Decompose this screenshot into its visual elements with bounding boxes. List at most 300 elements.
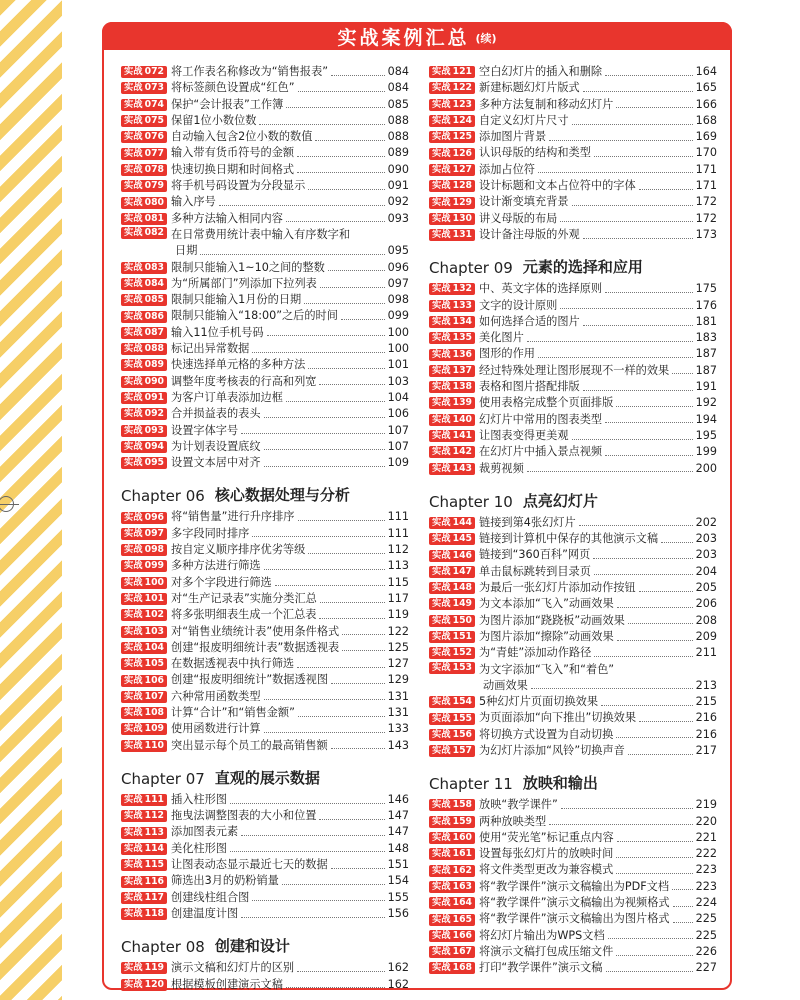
- case-number: 150: [452, 614, 473, 626]
- entry-title: 认识母版的结构和类型: [479, 146, 591, 160]
- toc-entry[interactable]: [429, 531, 717, 547]
- case-badge: [121, 392, 167, 404]
- toc-entry[interactable]: [121, 423, 409, 439]
- case-badge: [429, 598, 475, 610]
- case-badge: [121, 227, 167, 239]
- case-badge-prefix: 实战: [432, 799, 451, 811]
- toc-entry[interactable]: [429, 879, 717, 895]
- page-number: 187: [695, 363, 717, 377]
- page-number: 225: [695, 912, 717, 926]
- case-number: 102: [144, 609, 165, 621]
- toc-entry[interactable]: [429, 596, 717, 612]
- leader-dots: [538, 357, 693, 358]
- case-badge-prefix: 实战: [432, 864, 451, 876]
- toc-entry[interactable]: [429, 547, 717, 563]
- leader-dots: [230, 851, 385, 852]
- toc-entry[interactable]: [121, 656, 409, 672]
- toc-entry[interactable]: [429, 211, 717, 227]
- toc-entry[interactable]: [429, 145, 717, 161]
- case-badge-prefix: 实战: [124, 875, 143, 887]
- toc-entry[interactable]: [121, 591, 409, 607]
- case-number: 164: [452, 897, 473, 909]
- leader-dots: [639, 721, 693, 722]
- toc-entry[interactable]: [429, 694, 717, 710]
- toc-entry[interactable]: [429, 194, 717, 210]
- toc-entry[interactable]: [429, 629, 717, 645]
- toc-entry[interactable]: [429, 461, 717, 477]
- case-badge: [429, 631, 475, 643]
- leader-dots: [264, 569, 385, 570]
- entry-title: 将“教学课件”演示文稿输出为视频格式: [479, 896, 670, 910]
- case-badge: [429, 930, 475, 942]
- leader-dots: [259, 124, 384, 125]
- toc-entry[interactable]: [121, 178, 409, 194]
- case-badge: [121, 723, 167, 735]
- entry-title: 为图片添加“跷跷板”动画效果: [479, 613, 625, 627]
- leader-dots: [572, 205, 693, 206]
- leader-dots: [628, 623, 693, 624]
- toc-entry[interactable]: [121, 227, 409, 260]
- case-badge-prefix: 实战: [432, 962, 451, 974]
- toc-entry[interactable]: [429, 395, 717, 411]
- toc-entry[interactable]: [429, 911, 717, 927]
- case-badge-prefix: 实战: [432, 115, 451, 127]
- case-number: 115: [144, 859, 165, 871]
- toc-entry[interactable]: [429, 113, 717, 129]
- case-badge: [121, 658, 167, 670]
- case-badge: [121, 343, 167, 355]
- toc-entry[interactable]: [429, 428, 717, 444]
- toc-entry[interactable]: [121, 705, 409, 721]
- page-number: 183: [695, 331, 717, 345]
- case-number: 113: [144, 826, 165, 838]
- entry-title: 打印“教学课件”演示文稿: [479, 961, 603, 975]
- toc-entry[interactable]: [121, 624, 409, 640]
- leader-dots: [561, 808, 693, 809]
- page-number: 129: [387, 673, 409, 687]
- entry-title: 突出显示每个员工的最高销售额: [171, 738, 328, 752]
- case-badge-prefix: 实战: [124, 278, 143, 289]
- page-number: 192: [695, 396, 717, 410]
- case-number: 131: [452, 229, 473, 241]
- case-badge-prefix: 实战: [432, 549, 451, 561]
- toc-entry[interactable]: [429, 645, 717, 661]
- toc-entry[interactable]: [121, 64, 409, 80]
- toc-entry[interactable]: [121, 276, 409, 292]
- case-number: 141: [452, 430, 473, 442]
- leader-dots: [593, 558, 692, 559]
- case-number: 120: [144, 978, 165, 990]
- toc-entry[interactable]: [429, 564, 717, 580]
- leader-dots: [616, 406, 692, 407]
- toc-entry[interactable]: [121, 341, 409, 357]
- leader-dots: [298, 91, 385, 92]
- case-number: 128: [452, 180, 473, 192]
- toc-entry[interactable]: [121, 325, 409, 341]
- toc-entry[interactable]: [429, 846, 717, 862]
- toc-entry[interactable]: [121, 558, 409, 574]
- toc-entry[interactable]: [429, 298, 717, 314]
- case-badge: [121, 82, 167, 94]
- toc-entry[interactable]: [121, 80, 409, 96]
- case-badge: [121, 962, 167, 974]
- leader-dots: [560, 308, 692, 309]
- leader-dots: [616, 955, 692, 956]
- toc-entry[interactable]: [121, 906, 409, 922]
- case-badge: [429, 582, 475, 594]
- case-number: 154: [452, 696, 473, 708]
- toc-entry[interactable]: [429, 814, 717, 830]
- toc-entry[interactable]: [121, 977, 409, 993]
- entry-title: 自定义幻灯片尺寸: [479, 113, 569, 127]
- entry-title: 拖曳法调整图表的大小和位置: [171, 809, 317, 823]
- leader-dots: [639, 591, 693, 592]
- chapter-number: Chapter 11: [429, 775, 513, 794]
- case-number: 119: [144, 962, 165, 974]
- leader-dots: [342, 650, 384, 651]
- entry-title: 限制只能输入1~10之间的整数: [171, 260, 325, 274]
- page-number: 112: [387, 543, 409, 557]
- case-badge-prefix: 实战: [432, 66, 451, 78]
- page-number: 084: [387, 65, 409, 78]
- case-badge-prefix: 实战: [432, 332, 451, 344]
- page-number: 168: [695, 113, 717, 127]
- case-badge-prefix: 实战: [124, 576, 143, 588]
- leader-dots: [241, 917, 384, 918]
- toc-entry[interactable]: [429, 129, 717, 145]
- entry-title: 幻灯片中常用的图表类型: [479, 412, 603, 426]
- case-number: 090: [144, 375, 165, 387]
- toc-entry[interactable]: [121, 97, 409, 113]
- chapter-number: Chapter 09: [429, 259, 513, 278]
- case-badge: [121, 376, 167, 388]
- case-number: 126: [452, 147, 473, 159]
- toc-entry[interactable]: [121, 575, 409, 591]
- case-number: 139: [452, 397, 473, 409]
- toc-entry[interactable]: [429, 412, 717, 428]
- page-number: 127: [387, 657, 409, 671]
- case-badge-prefix: 实战: [124, 226, 143, 238]
- toc-entry[interactable]: [121, 292, 409, 308]
- case-number: 167: [452, 946, 473, 958]
- toc-entry[interactable]: [121, 439, 409, 455]
- leader-dots: [527, 471, 693, 472]
- page-number: 187: [695, 347, 717, 361]
- page-number: 089: [387, 146, 409, 160]
- case-badge: [429, 962, 475, 974]
- case-badge: [429, 816, 475, 828]
- case-badge-prefix: 实战: [432, 364, 451, 376]
- page-number: 175: [695, 282, 717, 296]
- case-badge-prefix: 实战: [432, 381, 451, 393]
- leader-dots: [297, 172, 385, 173]
- toc-entry[interactable]: [121, 672, 409, 688]
- page-number: 219: [695, 798, 717, 812]
- leader-dots: [617, 841, 693, 842]
- leader-dots: [628, 754, 693, 755]
- toc-entry[interactable]: [429, 515, 717, 531]
- page-number: 204: [695, 564, 717, 578]
- case-badge-prefix: 实战: [124, 859, 143, 871]
- case-number: 162: [452, 864, 473, 876]
- entry-title: 插入柱形图: [171, 792, 227, 806]
- entry-title: 多种方法进行筛选: [171, 559, 261, 573]
- toc-entry[interactable]: [121, 509, 409, 525]
- case-number: 077: [144, 147, 165, 159]
- case-number: 112: [144, 810, 165, 822]
- toc-entry[interactable]: [429, 379, 717, 395]
- toc-entry[interactable]: [121, 113, 409, 129]
- case-badge-prefix: 实战: [124, 527, 143, 539]
- leader-dots: [605, 455, 693, 456]
- toc-entry[interactable]: [429, 363, 717, 379]
- case-badge-prefix: 实战: [124, 326, 143, 338]
- entry-title: 将演示文稿打包成压缩文件: [479, 944, 614, 958]
- toc-entry[interactable]: [429, 710, 717, 726]
- case-badge: [121, 164, 167, 176]
- entry-title: 为最后一张幻灯片添加动作按钮: [479, 581, 636, 595]
- toc-entry[interactable]: [121, 162, 409, 178]
- case-number: 163: [452, 880, 473, 892]
- case-badge: [429, 463, 475, 475]
- case-badge-prefix: 实战: [432, 82, 451, 94]
- entry-title-continued: 动画效果: [483, 678, 528, 692]
- entry-title: 按自定义顺序排序优劣等级: [171, 543, 306, 557]
- toc-entry[interactable]: [121, 721, 409, 737]
- chapter-title: 直观的展示数据: [214, 768, 320, 787]
- toc-entry[interactable]: [121, 145, 409, 161]
- leader-dots: [583, 325, 693, 326]
- page-number: 209: [695, 629, 717, 643]
- case-badge-prefix: 实战: [432, 212, 451, 224]
- toc-entry[interactable]: [429, 797, 717, 813]
- toc-entry[interactable]: [121, 824, 409, 840]
- entry-title: 为客户订单表添加边框: [171, 390, 283, 404]
- toc-entry[interactable]: [121, 841, 409, 857]
- entry-title: 输入带有货币符号的金额: [171, 146, 295, 160]
- toc-entry[interactable]: [429, 64, 717, 80]
- toc-entry[interactable]: [121, 607, 409, 623]
- chapter-heading: [121, 479, 409, 505]
- case-badge: [121, 66, 167, 78]
- leader-dots: [308, 189, 384, 190]
- toc-entry[interactable]: [429, 662, 717, 695]
- case-badge-prefix: 实战: [124, 359, 143, 371]
- toc-entry[interactable]: [121, 526, 409, 542]
- case-badge-prefix: 实战: [432, 163, 451, 175]
- toc-entry[interactable]: [429, 97, 717, 113]
- toc-entry[interactable]: [429, 928, 717, 944]
- page-number: 220: [695, 814, 717, 828]
- toc-entry[interactable]: [429, 743, 717, 759]
- case-badge: [429, 131, 475, 143]
- toc-entry[interactable]: [121, 357, 409, 373]
- chapter-title: 核心数据处理与分析: [214, 486, 350, 505]
- case-badge: [429, 533, 475, 545]
- case-number: 074: [144, 98, 165, 110]
- case-number: 085: [144, 294, 165, 306]
- leader-dots: [560, 221, 692, 222]
- toc-entry[interactable]: [121, 211, 409, 227]
- case-badge: [429, 213, 475, 225]
- entry-title: 对“生产记录表”实施分类汇总: [171, 591, 317, 605]
- toc-entry[interactable]: [121, 738, 409, 754]
- entry-title: 保留1位小数位数: [171, 113, 257, 127]
- leader-dots: [304, 303, 384, 304]
- toc-entry[interactable]: [429, 727, 717, 743]
- toc-entry[interactable]: [429, 80, 717, 96]
- toc-entry[interactable]: [429, 178, 717, 194]
- case-badge: [121, 278, 167, 290]
- toc-entry[interactable]: [121, 129, 409, 145]
- toc-entry[interactable]: [121, 792, 409, 808]
- toc-entry[interactable]: [121, 960, 409, 976]
- case-badge-prefix: 实战: [124, 891, 143, 903]
- case-badge: [429, 446, 475, 458]
- entry-title: 设置文本居中对齐: [171, 456, 261, 470]
- toc-entry[interactable]: [121, 194, 409, 210]
- case-badge-prefix: 实战: [432, 832, 451, 844]
- page-number: 221: [695, 830, 717, 844]
- case-badge-prefix: 实战: [124, 690, 143, 702]
- case-badge: [429, 66, 475, 78]
- toc-entry[interactable]: [121, 808, 409, 824]
- case-badge: [429, 99, 475, 111]
- case-badge-prefix: 实战: [124, 674, 143, 686]
- leader-dots: [219, 205, 385, 206]
- leader-dots: [672, 889, 693, 890]
- entry-title: 添加占位符: [479, 162, 535, 176]
- case-number: 117: [144, 891, 165, 903]
- case-number: 147: [452, 565, 473, 577]
- toc-entry[interactable]: [121, 260, 409, 276]
- toc-entry[interactable]: [429, 613, 717, 629]
- toc-entry[interactable]: [429, 830, 717, 846]
- entry-title: 将手机号码设置为分段显示: [171, 179, 306, 193]
- case-badge-prefix: 实战: [432, 196, 451, 208]
- page-number: 162: [387, 977, 409, 991]
- case-badge: [429, 349, 475, 361]
- leader-dots: [605, 292, 693, 293]
- toc-entry[interactable]: [121, 542, 409, 558]
- toc-entry[interactable]: [429, 944, 717, 960]
- case-number: 086: [144, 310, 165, 322]
- toc-entry[interactable]: [429, 227, 717, 243]
- page-number: 088: [387, 130, 409, 144]
- case-number: 081: [144, 212, 165, 224]
- case-number: 094: [144, 440, 165, 452]
- leader-dots: [282, 884, 385, 885]
- page-number: 154: [387, 874, 409, 888]
- entry-title: 在幻灯片中插入景点视频: [479, 445, 603, 459]
- case-number: 138: [452, 381, 473, 393]
- toc-entry[interactable]: [429, 444, 717, 460]
- case-badge-prefix: 实战: [432, 316, 451, 327]
- case-badge-prefix: 实战: [124, 424, 143, 436]
- case-badge: [121, 425, 167, 437]
- case-number: 098: [144, 544, 165, 556]
- case-badge: [121, 642, 167, 654]
- toc-entry[interactable]: [429, 580, 717, 596]
- case-number: 152: [452, 647, 473, 659]
- case-badge-prefix: 实战: [124, 147, 143, 159]
- leader-dots: [639, 189, 693, 190]
- entry-title: 新建标题幻灯片版式: [479, 81, 580, 95]
- toc-entry[interactable]: [121, 640, 409, 656]
- case-badge: [121, 979, 167, 991]
- case-number: 073: [144, 82, 165, 94]
- toc-header-banner: [102, 22, 732, 50]
- toc-entry[interactable]: [121, 308, 409, 324]
- case-number: 148: [452, 582, 473, 594]
- case-number: 122: [452, 82, 473, 94]
- toc-entry[interactable]: [121, 374, 409, 390]
- case-badge-prefix: 实战: [124, 511, 143, 523]
- case-badge: [429, 729, 475, 741]
- page-number: 213: [695, 678, 717, 692]
- entry-title: 保护“会计报表”工作簿: [171, 97, 284, 111]
- case-badge-prefix: 实战: [432, 462, 451, 474]
- page-number: 181: [695, 314, 717, 328]
- case-number: 072: [144, 66, 165, 78]
- toc-entry[interactable]: [121, 890, 409, 906]
- leader-dots: [606, 971, 693, 972]
- case-number: 136: [452, 348, 473, 360]
- page-number: 113: [387, 559, 409, 573]
- case-number: 159: [452, 815, 473, 827]
- toc-entry[interactable]: [429, 314, 717, 330]
- entry-title: 创建线柱组合图: [171, 890, 250, 904]
- entry-title: 链接到“360百科”网页: [479, 548, 591, 562]
- toc-entry[interactable]: [429, 346, 717, 362]
- case-badge: [121, 609, 167, 621]
- case-number: 082: [144, 226, 165, 238]
- case-number: 133: [452, 299, 473, 311]
- toc-entry[interactable]: [429, 162, 717, 178]
- toc-entry[interactable]: [121, 689, 409, 705]
- leader-dots: [331, 868, 385, 869]
- leader-dots: [241, 835, 384, 836]
- case-number: 134: [452, 316, 473, 327]
- leader-dots: [328, 270, 385, 271]
- toc-entry[interactable]: [429, 862, 717, 878]
- case-badge: [429, 430, 475, 442]
- leader-dots: [297, 971, 385, 972]
- leader-dots: [605, 75, 693, 76]
- toc-entry[interactable]: [429, 330, 717, 346]
- entry-title: 对多个字段进行筛选: [171, 575, 272, 589]
- case-number: 135: [452, 332, 473, 344]
- entry-title: 为计划表设置底纹: [171, 439, 261, 453]
- leader-dots: [264, 466, 385, 467]
- toc-entry[interactable]: [121, 390, 409, 406]
- case-badge: [121, 294, 167, 306]
- toc-entry[interactable]: [429, 281, 717, 297]
- toc-entry[interactable]: [121, 455, 409, 471]
- toc-entry[interactable]: [121, 406, 409, 422]
- page-number: 223: [695, 879, 717, 893]
- case-number: 166: [452, 929, 473, 941]
- case-badge: [429, 365, 475, 377]
- toc-entry[interactable]: [429, 895, 717, 911]
- toc-entry[interactable]: [121, 873, 409, 889]
- toc-entry[interactable]: [429, 960, 717, 976]
- toc-column-right: [429, 64, 717, 977]
- case-badge: [429, 197, 475, 209]
- case-badge: [429, 647, 475, 659]
- case-number: 106: [144, 674, 165, 686]
- toc-entry[interactable]: [121, 857, 409, 873]
